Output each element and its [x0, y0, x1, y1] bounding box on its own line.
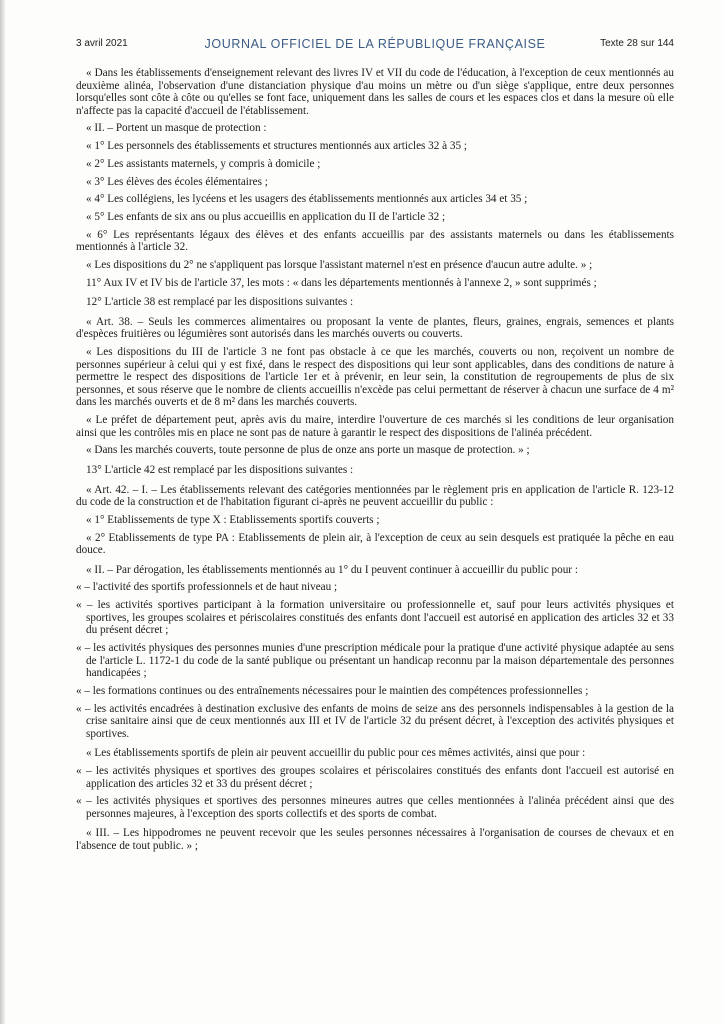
paragraph: « Dans les établissements d'enseignement relevant des livres IV et VII du code de l'éducation, à l'exception de ceux mentionnés au deuxième alinéa, l'observation d'une distanciation physique d'au moins un mètre ou d'un siège s'applique, entre deux personnes lorsqu'elles sont côte à côte ou qu'elles se font face, uniquement dans les salles de cours et les espaces clos et dans la mesure où elle n'affecte pas la capacité d'accueil de l'établissement. [76, 67, 674, 117]
list-item: « 6° Les représentants légaux des élèves et des enfants accueillis par des assistants maternels ou dans les établissements mentionnés à l'article 32. [76, 228, 674, 254]
list-item: « 3° Les élèves des écoles élémentaires ; [86, 175, 268, 188]
scan-edge-shadow [0, 0, 6, 1024]
paragraph: « Les dispositions du III de l'article 3 ne font pas obstacle à ce que les marchés, couverts ou non, reçoivent un nombre de personnes supérieur à celui qui y est fixé, dans le respect des dispositions qui leur sont applicables, dans des conditions de nature à permettre le respect des dispositions de l'article 1er et à prévenir, en leur sein, la constitution de regroupements de plus de six personnes, et sous réserve que le nombre de clients accueillis n'excède pas celui permettant de réserver à chacun une surface de 4 m² dans les marchés ouverts et de 8 m² dans les marchés couverts. [76, 346, 674, 409]
paragraph: « III. – Les hippodromes ne peuvent recevoir que les seules personnes nécessaires à l'organisation de courses de chevaux et en l'absence de tout public. » ; [76, 827, 674, 853]
text-counter: Texte 28 sur 144 [600, 38, 674, 49]
paragraph: « II. – Par dérogation, les établissements mentionnés au 1° du I peuvent continuer à accueillir du public pour : [86, 563, 578, 576]
page-header [76, 38, 674, 54]
paragraph: « Art. 38. – Seuls les commerces alimentaires ou proposant la vente de plantes, fleurs, graines, engrais, semences et plants d'espèces fruitières ou légumières sont autorisés dans les marchés ouverts ou couverts. [76, 315, 674, 341]
paragraph: 13° L'article 42 est remplacé par les dispositions suivantes : [86, 463, 354, 476]
publication-date: 3 avril 2021 [76, 38, 128, 49]
list-item: « – les activités physiques des personnes munies d'une prescription médicale pour la pratique d'une activité physique adaptée au sens de l'article L. 1172-1 du code de la santé publique ou présentant un handicap reconnu par la maison départementale des personnes handicapées ; [76, 641, 674, 680]
paragraph: 12° L'article 38 est remplacé par les dispositions suivantes : [86, 296, 354, 309]
journal-title: JOURNAL OFFICIEL DE LA RÉPUBLIQUE FRANÇAISE [204, 37, 546, 51]
paragraph: « Art. 42. – I. – Les établissements relevant des catégories mentionnées par le règlement pris en application de l'article R. 123-12 du code de la construction et de l'habitation figurant ci-après ne peuvent accueillir du public : [76, 483, 674, 509]
list-item: « 1° Les personnels des établissements et structures mentionnés aux articles 32 à 35 ; [86, 140, 468, 153]
list-item: « – les activités encadrées à destination exclusive des enfants de moins de seize ans des personnels indispensables à la gestion de la crise sanitaire ainsi que de ceux mentionnés aux III et IV de l'article 32 du présent décret, à l'exception des activités physiques et sportives. [76, 702, 674, 740]
list-item: « 5° Les enfants de six ans ou plus accueillis en application du II de l'article 32 ; [86, 210, 446, 223]
paragraph: « II. – Portent un masque de protection : [86, 122, 267, 135]
list-item: « – les activités physiques et sportives des personnes mineures autres que celles mentionnées à l'alinéa précédent ainsi que des personnes majeures, à l'exception des sports collectifs et des sports de combat. [76, 795, 674, 820]
list-item: « – les activités sportives participant à la formation universitaire ou professionnelle et, sauf pour leurs activités physiques et sportives, les groupes scolaires et périscolaires constitués des enfants dont l'accueil est autorisé en application des articles 32 et 33 du présent décret ; [76, 599, 674, 637]
list-item: « – les activités physiques et sportives des groupes scolaires et périscolaires constitués des enfants dont l'accueil est autorisé en application des articles 32 et 33 du présent décret ; [76, 765, 674, 790]
document-body [76, 67, 674, 858]
list-item: « – les formations continues ou des entraînements nécessaires pour le maintien des compétences professionnelles ; [76, 684, 589, 697]
list-item: « 4° Les collégiens, les lycéens et les usagers des établissements mentionnés aux articles 34 et 35 ; [86, 193, 528, 206]
paragraph: « Dans les marchés couverts, toute personne de plus de onze ans porte un masque de protection. » ; [86, 444, 530, 457]
paragraph: « Les établissements sportifs de plein air peuvent accueillir du public pour ces mêmes activités, ainsi que pour : [86, 747, 586, 760]
list-item: « – l'activité des sportifs professionnels et de haut niveau ; [76, 581, 338, 594]
paragraph: 11° Aux IV et IV bis de l'article 37, les mots : « dans les départements mentionnés à l'annexe 2, » sont supprimés ; [86, 276, 597, 289]
paragraph: « Le préfet de département peut, après avis du maire, interdire l'ouverture de ces marchés si les conditions de leur organisation ainsi que les contrôles mis en place ne sont pas de nature à garantir le respect des dispositions de l'alinéa précédent. [76, 414, 674, 439]
paragraph: « Les dispositions du 2° ne s'appliquent pas lorsque l'assistant maternel n'est en présence d'aucun autre adulte. » ; [86, 258, 593, 271]
list-item: « 2° Les assistants maternels, y compris à domicile ; [86, 157, 321, 170]
list-item: « 2° Etablissements de type PA : Etablissements de plein air, à l'exception de ceux au sein desquels est pratiquée la pêche en eau douce. [76, 531, 674, 557]
list-item: « 1° Etablissements de type X : Etablissements sportifs couverts ; [86, 513, 380, 526]
